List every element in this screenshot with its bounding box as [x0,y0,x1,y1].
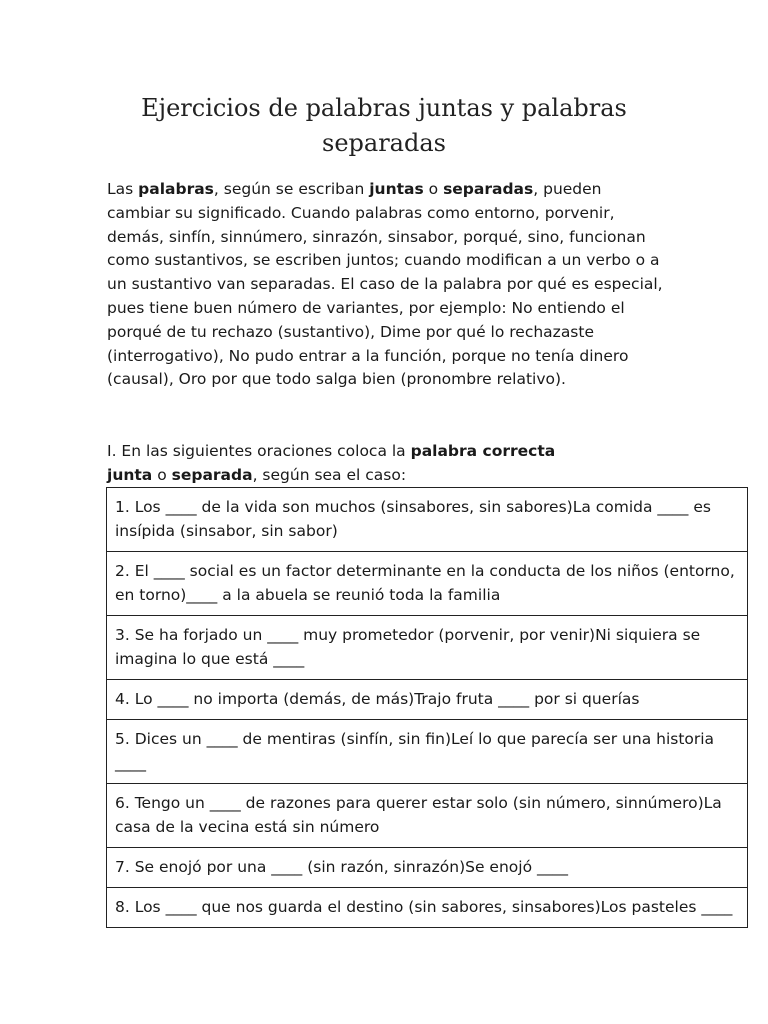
instruction-text: o [152,465,172,484]
table-row [107,680,748,720]
instruction-text: I. En las siguientes oraciones coloca la [107,442,411,460]
instruction-text: , según sea el caso: [252,465,407,484]
intro-bold-text: juntas [369,180,424,198]
intro-text: o [423,180,444,198]
intro-text: , pueden cambiar su significado. Cuando palabras como entorno, porvenir, demás, sinfín, sinnúmero, sinrazón, sinsabor, porqué, sino, funcionan como sustantivos, se escriben juntos; cuando modifican a un verbo o a un sustantivo van separadas. El caso de la palabra por qué es especial, pues tiene buen número de variantes, por ejemplo: No entiendo el porqué de tu rechazo (sustantivo), Dime por qué lo rechazaste (interrogativo), No pudo entrar a la función, porque no tenía dinero (causal), Oro por que todo salga bien (pronombre relativo). [107,180,663,389]
exercise-cell: 8. Los ____ que nos guarda el destino (sin sabores, sinsabores)Los pasteles ____ [107,888,748,928]
exercise-cell: 2. El ____ social es un factor determinante en la conducta de los niños (entorno, en torno)____ a la abuela se reunió toda la familia [107,552,748,616]
page-title: Ejercicios de palabras juntas y palabras separadas [141,94,627,157]
table-row [107,616,748,680]
exercise-cell: 6. Tengo un ____ de razones para querer estar solo (sin número, sinnúmero)La casa de la vecina está sin número [107,784,748,848]
intro-text: , según se escriban [213,180,370,198]
exercise-cell: 3. Se ha forjado un ____ muy prometedor (porvenir, por venir)Ni siquiera se imagina lo que está ____ [107,616,748,680]
intro-bold-text: separadas [443,180,534,198]
instruction-bold-text: junta [107,465,153,484]
table-row [107,784,748,848]
table-row [107,488,748,552]
instruction-paragraph [107,440,567,488]
intro-bold-text: palabras [138,180,214,198]
exercise-cell: 5. Dices un ____ de mentiras (sinfín, sin fin)Leí lo que parecía ser una historia ____ [107,720,748,784]
intro-text: Las [107,180,139,198]
instruction-bold-text: separada [171,465,253,484]
table-row [107,888,748,928]
exercise-table [106,487,748,928]
exercise-cell: 7. Se enojó por una ____ (sin razón, sinrazón)Se enojó ____ [107,848,748,888]
table-row [107,848,748,888]
exercise-cell: 1. Los ____ de la vida son muchos (sinsabores, sin sabores)La comida ____ es insípida (sinsabor, sin sabor) [107,488,748,552]
exercise-cell: 4. Lo ____ no importa (demás, de más)Trajo fruta ____ por si querías [107,680,748,720]
table-row [107,552,748,616]
intro-paragraph [107,178,663,392]
instruction-bold-text: palabra correcta [410,442,556,460]
table-row [107,720,748,784]
